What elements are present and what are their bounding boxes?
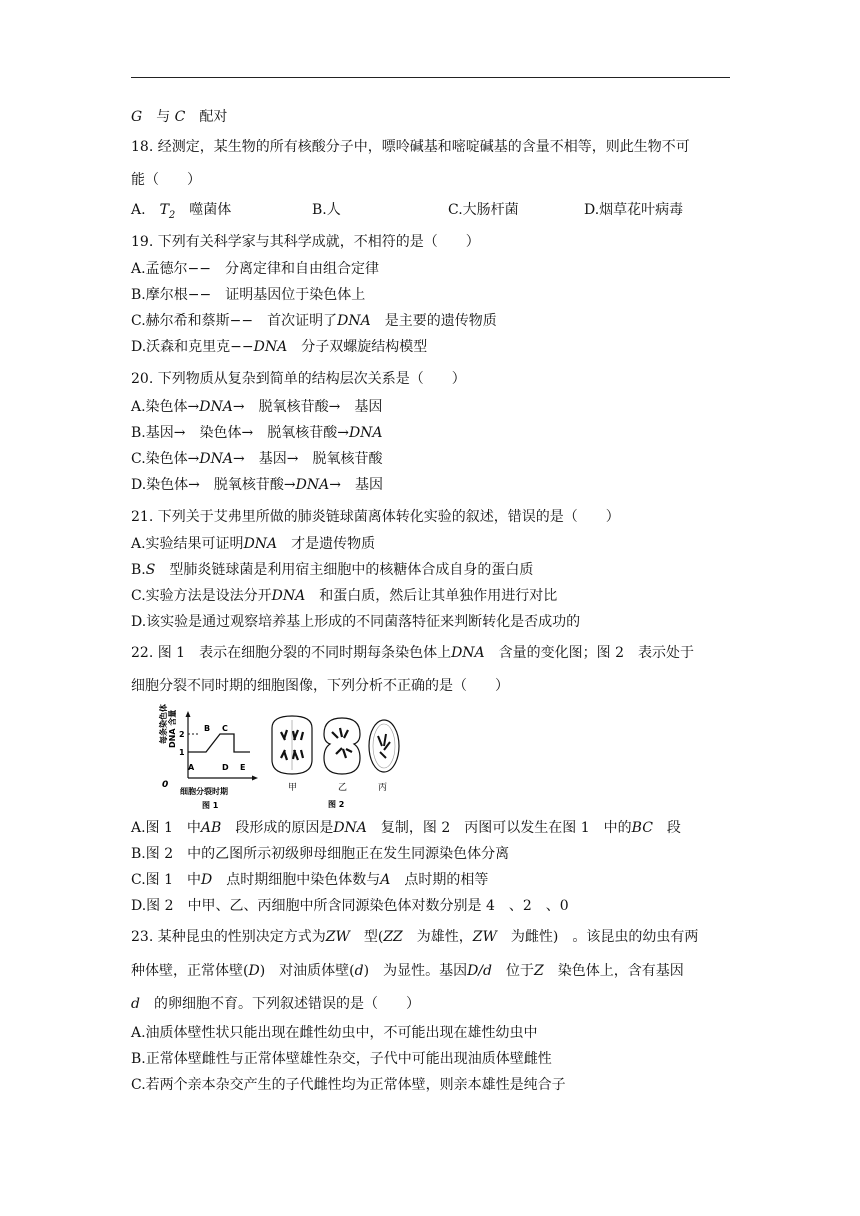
q19-stem: 19. 下列有关科学家与其科学成就，不相符的是（ ） [131,234,480,250]
cell-yi [324,718,360,774]
q23-option-c: C.若两个亲本杂交产生的子代雌性均为正常体壁，则亲本雄性是纯合子 [131,1077,566,1093]
q21-option-b: B.S 型肺炎链球菌是利用宿主细胞中的核糖体合成自身的蛋白质 [131,562,534,578]
q20-option-b: B.基因→ 染色体→ 脱氧核苷酸→DNA [131,425,383,441]
q19-option-c: C.赫尔希和蔡斯−− 首次证明了DNA 是主要的遗传物质 [131,313,497,329]
q18-option-c: C.大肠杆菌 [448,202,519,218]
q21-stem: 21. 下列关于艾弗里所做的肺炎链球菌离体转化实验的叙述，错误的是（ ） [131,509,620,525]
figure-1-xlabel: 细胞分裂时期 [180,787,228,796]
header-rule [131,77,730,78]
continuation-line: G 与 C 配对 [131,109,228,125]
q21-option-d: D.该实验是通过观察培养基上形成的不同菌落特征来判断转化是否成功的 [131,614,581,630]
figure-1-point-d: D [222,763,229,772]
cell-jia [272,716,312,774]
q23-option-b: B.正常体壁雌性与正常体壁雄性杂交，子代中可能出现油质体壁雌性 [131,1051,552,1067]
q23-stem-line2: 种体壁，正常体壁(D) 对油质体壁(d) 为显性。基因D/d 位于Z 染色体上，含有基因 [131,963,684,979]
q19-option-d: D.沃森和克里克−−DNA 分子双螺旋结构模型 [131,339,428,355]
q21-option-c: C.实验方法是设法分开DNA 和蛋白质，然后让其单独作用进行对比 [131,588,558,604]
q23-stem-line1: 23. 某种昆虫的性别决定方式为ZW 型(ZZ 为雄性，ZW 为雌性) 。该昆虫的幼虫有两 [131,929,699,945]
q18-option-a: A. $T_2$ 噬菌体 [131,202,232,221]
q19-option-b: B.摩尔根−− 证明基因位于染色体上 [131,287,366,303]
figure-1-origin: 0 [162,780,169,790]
figure-1-graph [158,704,258,810]
figure-1-point-b: B [204,724,211,733]
figure-1-ylabel-1: 每条染色体 [159,704,168,744]
cell-label-jia: 甲 [288,783,298,793]
figure-1-point-a: A [188,763,195,772]
q20-option-d: D.染色体→ 脱氧核苷酸→DNA→ 基因 [131,477,383,493]
q22-stem-line1: 22. 图 1 表示在细胞分裂的不同时期每条染色体上DNA 含量的变化图；图 2 表示处于 [131,645,695,661]
q20-option-a: A.染色体→DNA→ 脱氧核苷酸→ 基因 [131,399,383,415]
q22-stem-line2: 细胞分裂不同时期的细胞图像，下列分析不正确的是（ ） [131,678,509,694]
cell-label-yi: 乙 [338,783,348,793]
q20-stem: 20. 下列物质从复杂到简单的结构层次关系是（ ） [131,371,466,387]
cell-label-bing: 丙 [378,783,388,793]
q22-option-b: B.图 2 中的乙图所示初级卵母细胞正在发生同源染色体分离 [131,846,510,862]
q18-option-d: D.烟草花叶病毒 [584,202,684,218]
q19-option-a: A.孟德尔−− 分离定律和自由组合定律 [131,261,380,277]
q18-stem-line2: 能（ ） [131,172,201,188]
q22-option-a: A.图 1 中AB 段形成的原因是DNA 复制，图 2 丙图可以发生在图 1 中的BC 段 [131,820,681,836]
figure-1-x-arrow [252,776,258,781]
q20-option-c: C.染色体→DNA→ 基因→ 脱氧核苷酸 [131,451,383,467]
q22-option-d: D.图 2 中甲、乙、丙细胞中所含同源染色体对数分别是 4 、2 、0 [131,898,569,914]
q21-option-a: A.实验结果可证明DNA 才是遗传物质 [131,536,376,552]
q23-stem-line3: d 的卵细胞不育。下列叙述错误的是（ ） [131,996,420,1012]
figure-1-y-tick-2: 2 [179,730,185,739]
q18-option-b: B.人 [312,202,341,218]
q23-option-a: A.油质体壁性状只能出现在雌性幼虫中，不可能出现在雄性幼虫中 [131,1025,538,1041]
figure-1-y-tick-1: 1 [179,748,185,757]
q18-stem-line1: 18. 经测定，某生物的所有核酸分子中，嘌呤碱基和嘧啶碱基的含量不相等，则此生物不可 [131,139,690,155]
figure-1-y-arrow [186,711,191,717]
figure-1-curve [188,734,250,752]
figure-1-point-c: C [222,724,228,733]
figure-1-point-e: E [240,763,246,772]
figure-2-cells [272,716,399,809]
q22-option-c: C.图 1 中D 点时期细胞中染色体数与A 点时期的相等 [131,872,489,888]
figure-1-ylabel-2: DNA 含量 [168,709,177,748]
q22-figure [159,704,400,812]
cell-bing [369,720,399,772]
figure-2-caption: 图 2 [328,800,345,809]
figure-1-caption: 图 1 [202,801,219,810]
